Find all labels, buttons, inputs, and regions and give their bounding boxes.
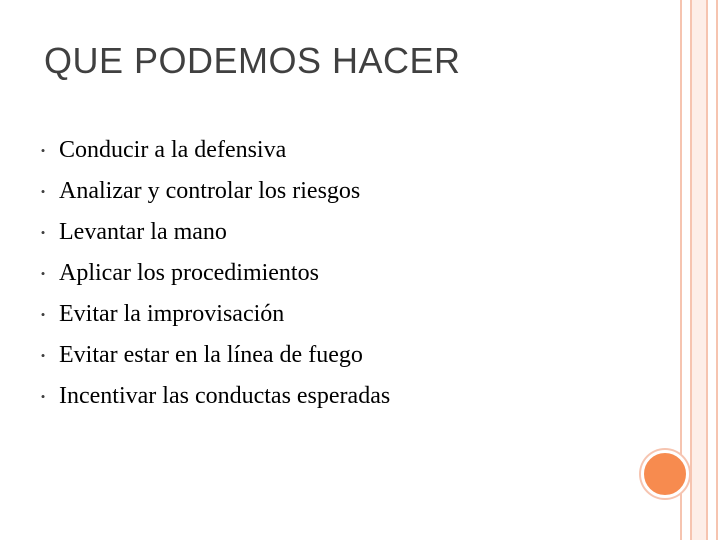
right-border-line xyxy=(706,0,708,540)
bullet-item xyxy=(36,253,390,294)
right-border-fill xyxy=(692,0,706,540)
bullet-text: Aplicar los procedimientos xyxy=(59,260,319,286)
bullet-dot-icon: • xyxy=(40,348,46,363)
bullet-text: Incentivar las conductas esperadas xyxy=(59,383,391,409)
bullet-text: Conducir a la defensiva xyxy=(59,137,287,163)
bullet-text: Evitar estar en la línea de fuego xyxy=(59,342,363,368)
bullet-list xyxy=(36,130,390,417)
bullet-dot-icon: • xyxy=(40,225,46,240)
right-border-line xyxy=(716,0,718,540)
bullet-item xyxy=(36,376,390,417)
orange-circle-icon xyxy=(641,450,689,498)
bullet-text: Analizar y controlar los riesgos xyxy=(59,178,361,204)
bullet-item xyxy=(36,335,390,376)
bullet-dot-icon: • xyxy=(40,143,46,158)
right-border-line xyxy=(690,0,692,540)
bullet-dot-icon: • xyxy=(40,389,46,404)
bullet-dot-icon: • xyxy=(40,307,46,322)
bullet-text: Evitar la improvisación xyxy=(59,301,285,327)
bullet-item xyxy=(36,171,390,212)
bullet-item xyxy=(36,294,390,335)
bullet-item xyxy=(36,130,390,171)
slide-title: QUE PODEMOS HACER xyxy=(44,40,461,81)
bullet-text: Levantar la mano xyxy=(59,219,227,245)
bullet-dot-icon: • xyxy=(40,184,46,199)
bullet-item xyxy=(36,212,390,253)
bullet-dot-icon: • xyxy=(40,266,46,281)
